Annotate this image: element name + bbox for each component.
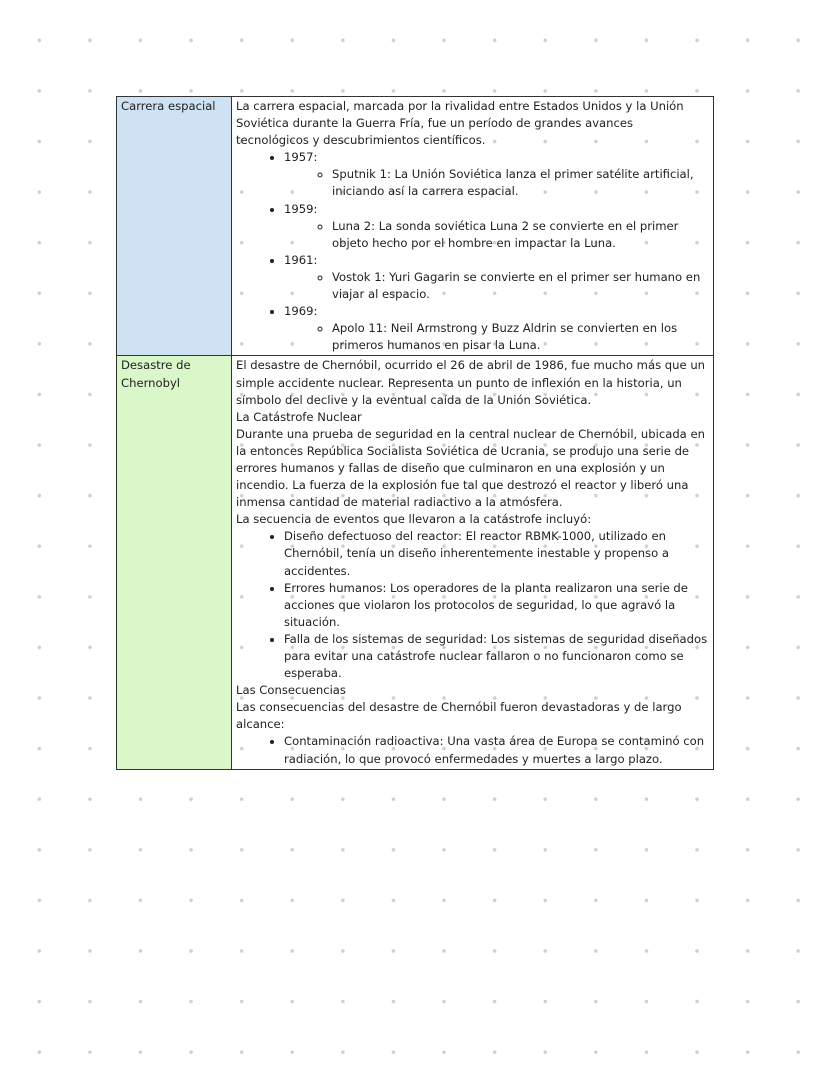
- topic-label: Desastre de Chernobyl: [121, 358, 191, 390]
- year-label: 1969:: [284, 304, 318, 319]
- event-item: ◦ Luna 2: La sonda soviética Luna 2 se convierte en el primer objeto hecho por el hombre en impactar la Luna.: [332, 218, 709, 252]
- intro-paragraph: La carrera espacial, marcada por la rivalidad entre Estados Unidos y la Unión Soviética durante la Guerra Fría, fue un período de grandes avances tecnológicos y descubrimientos científicos.: [236, 99, 684, 148]
- table-row: [117, 356, 714, 769]
- year-label: 1961:: [284, 252, 318, 267]
- list-item: [284, 201, 709, 252]
- milestone-list: [236, 149, 709, 354]
- year-label: 1957:: [284, 150, 318, 165]
- content-cell: [232, 356, 714, 769]
- content-cell: [232, 97, 714, 356]
- topic-cell: [117, 356, 232, 769]
- list-item: • Contaminación radioactiva: Una vasta área de Europa se contaminó con radiación, lo que provocó enfermedades y muertes a largo plazo.: [284, 733, 709, 767]
- list-item: • Errores humanos: Los operadores de la planta realizaron una serie de acciones que violaron los protocolos de seguridad, lo que agravó la situación.: [284, 580, 709, 631]
- consequences-list: [236, 733, 709, 767]
- section-paragraph: Durante una prueba de seguridad en la central nuclear de Chernóbil, ubicada en la entonces República Socialista Soviética de Ucrania, se produjo una serie de errores humanos y fallas de diseño que culminaron en una explosión y un incendio. La fuerza de la explosión fue tal que destrozó el reactor y liberó una inmensa cantidad de material radiactivo a la atmósfera.: [236, 426, 705, 510]
- event-item: ◦ Vostok 1: Yuri Gagarin se convierte en el primer ser humano en viajar al espacio.: [332, 269, 709, 303]
- causes-list: [236, 528, 709, 682]
- list-item: • Diseño defectuoso del reactor: El reactor RBMK-1000, utilizado en Chernóbil, tenía un diseño inherentemente inestable y propenso a accidentes.: [284, 528, 709, 579]
- topic-cell: [117, 97, 232, 356]
- section-heading: Las Consecuencias: [236, 683, 346, 698]
- event-item: ◦ Apolo 11: Neil Armstrong y Buzz Aldrin se convierten en los primeros humanos en pisar la Luna.: [332, 320, 709, 354]
- sequence-intro: La secuencia de eventos que llevaron a la catástrofe incluyó:: [236, 512, 592, 527]
- intro-paragraph: El desastre de Chernóbil, ocurrido el 26 de abril de 1986, fue mucho más que un simple accidente nuclear. Representa un punto de inflexión en la historia, un símbolo del declive y la eventual caída de la Unión Soviética.: [236, 358, 706, 407]
- event-item: ◦ Sputnik 1: La Unión Soviética lanza el primer satélite artificial, iniciando así la carrera espacial.: [332, 166, 709, 200]
- topic-label: Carrera espacial: [121, 99, 216, 113]
- section-paragraph: Las consecuencias del desastre de Chernóbil fueron devastadoras y de largo alcance:: [236, 700, 682, 732]
- section-heading: La Catástrofe Nuclear: [236, 409, 362, 424]
- table-row: [117, 97, 714, 356]
- list-item: [284, 149, 709, 200]
- year-label: 1959:: [284, 201, 318, 216]
- history-table: [116, 96, 714, 770]
- list-item: [284, 303, 709, 354]
- list-item: • Falla de los sistemas de seguridad: Los sistemas de seguridad diseñados para evitar una catástrofe nuclear fallaron o no funcionaron como se esperaba.: [284, 631, 709, 682]
- list-item: [284, 252, 709, 303]
